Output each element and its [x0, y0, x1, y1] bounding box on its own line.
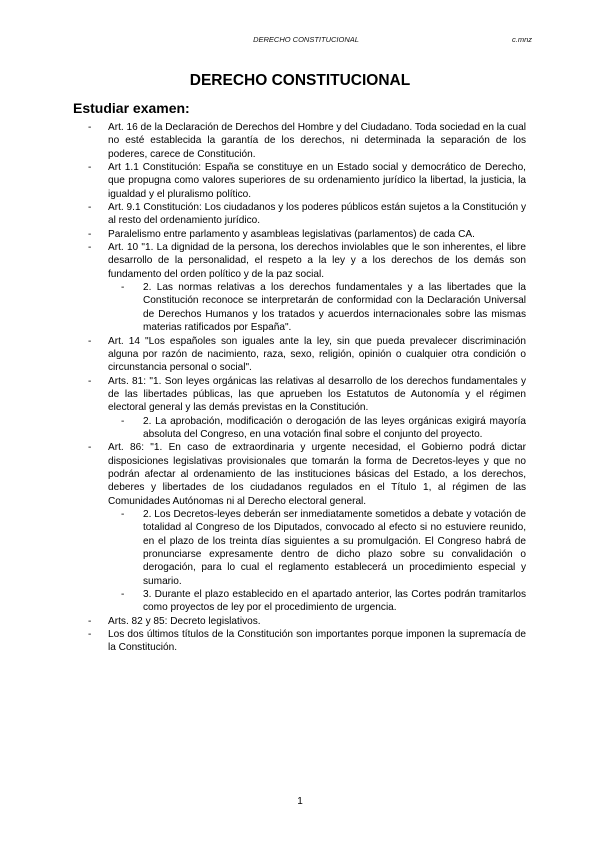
list-item	[88, 228, 526, 241]
list-item	[88, 335, 526, 375]
list-item-text: Arts. 81: "1. Son leyes orgánicas las relativas al desarrollo de los derechos fundamentales y de las libertades públicas, las que aprueben los Estatutos de Autonomía y el régimen electoral general y las demás previstas en la Constitución.	[108, 375, 526, 414]
document-title: DERECHO CONSTITUCIONAL	[189, 72, 411, 89]
bullet-dash: -	[88, 615, 92, 627]
header-title: DERECHO CONSTITUCIONAL	[253, 35, 359, 44]
bullet-dash: -	[121, 415, 125, 427]
bullet-dash: -	[121, 508, 125, 520]
list-item-text: Arts. 82 y 85: Decreto legislativos.	[108, 615, 261, 627]
list-item	[88, 121, 526, 161]
page-number: 1	[297, 796, 303, 807]
list-item	[88, 375, 526, 415]
sub-list-item-text: 2. Las normas relativas a los derechos fundamentales y a las libertades que la Constitución reconoce se interpretarán de conformidad con la Declaración Universal de Derechos Humanos y los tratados y acuerdos internacionales sobre las mismas materias ratificados por España".	[143, 282, 526, 334]
list-item	[88, 241, 526, 281]
sub-list-item	[88, 508, 526, 588]
bullet-dash: -	[88, 228, 92, 240]
bullet-dash: -	[88, 335, 92, 347]
bullet-dash: -	[88, 122, 92, 133]
list-item	[88, 628, 526, 655]
bullet-dash: -	[121, 282, 125, 294]
list-item-text: Art. 16 de la Declaración de Derechos del Hombre y del Ciudadano. Toda sociedad en la cual no esté establecida la garantía de los derechos, ni determinada la separación de los poderes, carece de Constitución.	[108, 122, 526, 160]
sub-list-item	[88, 281, 526, 334]
sub-list-item-text: 2. Los Decretos-leyes deberán ser inmediatamente sometidos a debate y votación de totalidad al Congreso de los Diputados, convocado al efecto si no estuviere reunido, en el plazo de los treinta días siguientes a su promulgación. El Congreso habrá de pronunciarse expresamente dentro de dicho plazo sobre su convalidación o derogación, para lo cual el reglamento establecerá un procedimiento especial y sumario.	[143, 508, 526, 587]
list-item-text: Art. 14 "Los españoles son iguales ante la ley, sin que pueda prevalecer discriminación alguna por razón de nacimiento, raza, sexo, religión, opinión o cualquier otra condición o circunstancia personal o social".	[108, 335, 526, 374]
list-item-text: Art. 86: "1. En caso de extraordinaria y urgente necesidad, el Gobierno podrá dictar disposiciones legislativas provisionales que tomarán la forma de Decretos-leyes y que no podrán afectar al ordenamiento de las instituciones básicas del Estado, a los derechos, deberes y libertades de los ciudadanos regulados en el Título 1, al régimen de las Comunidades Autónomas ni al Derecho electoral general.	[108, 442, 526, 507]
section-heading: Estudiar examen:	[73, 100, 190, 116]
list-item-text: Art. 9.1 Constitución: Los ciudadanos y los poderes públicos están sujetos a la Constitución y al resto del ordenamiento jurídico.	[108, 202, 526, 227]
sub-list-item-text: 2. La aprobación, modificación o derogación de las leyes orgánicas exigirá mayoría absoluta del Congreso, en una votación final sobre el conjunto del proyecto.	[143, 415, 526, 440]
list-item-text: Los dos últimos títulos de la Constitución son importantes porque imponen la supremacía de la Constitución.	[108, 629, 526, 654]
list-item	[88, 201, 526, 228]
bullet-list	[88, 121, 526, 655]
list-item-text: Paralelismo entre parlamento y asambleas legislativas (parlamentos) de cada CA.	[108, 228, 475, 240]
list-item	[88, 441, 526, 508]
sub-list-item	[88, 415, 526, 442]
header-author: c.mnz	[511, 35, 532, 44]
bullet-dash: -	[88, 162, 92, 174]
bullet-dash: -	[88, 442, 92, 454]
bullet-dash: -	[88, 375, 92, 387]
sub-list-item-text: 3. Durante el plazo establecido en el apartado anterior, las Cortes podrán tramitarlos como proyectos de ley por el procedimiento de urgencia.	[143, 589, 526, 614]
list-item-text: Art 1.1 Constitución: España se constituye en un Estado social y democrático de Derecho, que propugna como valores superiores de su ordenamiento jurídico la libertad, la justicia, la igualdad y el pluralismo político.	[108, 162, 526, 200]
bullet-dash: -	[88, 202, 92, 214]
bullet-dash: -	[88, 242, 92, 254]
list-item-text: Art. 10 "1. La dignidad de la persona, los derechos inviolables que le son inherentes, el libre desarrollo de la personalidad, el respeto a la ley y a los derechos de los demás son fundamento del orden político y de la paz social.	[108, 242, 526, 280]
list-item	[88, 615, 526, 628]
sub-list-item	[88, 588, 526, 615]
bullet-dash: -	[88, 629, 92, 641]
list-item	[88, 161, 526, 201]
bullet-dash: -	[121, 589, 125, 601]
